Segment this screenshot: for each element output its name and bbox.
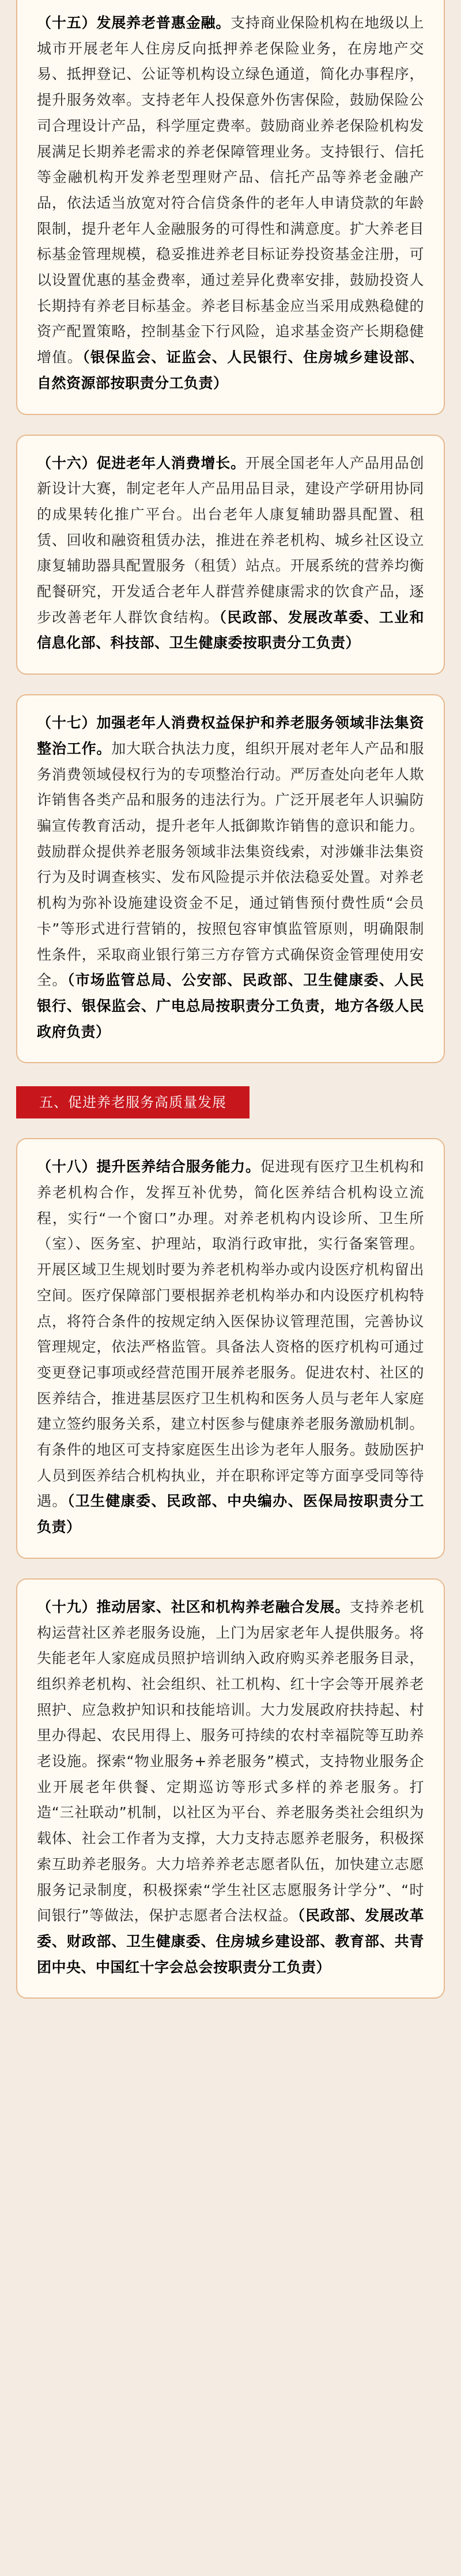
policy-number-16: （十六） [37,454,97,471]
policy-paragraph-18 [37,1154,424,1540]
policy-number-18: （十八） [37,1158,97,1175]
policy-heading-17: 加强老年人消费权益保护和养老服务领域非法集资整治工作。 [37,714,424,757]
policy-card-17 [16,694,445,1063]
policy-number-15: （十五） [37,14,97,31]
policy-heading-19: 推动居家、社区和机构养老融合发展。 [96,1598,350,1615]
policy-paragraph-19 [37,1595,424,1981]
policy-heading-16: 促进老年人消费增长。 [96,454,246,471]
policy-body-16: 开展全国老年人产品用品创新设计大赛，制定老年人产品用品目录，建设产学研用协同的成果转化推广平台。出台老年人康复辅助器具配置、租赁、回收和融资租赁办法，推进在养老机构、城乡社区设立康复辅助器具配置服务（租赁）站点。开展系统的营养均衡配餐研究，开发适合老年人群营养健康需求的饮食产品，逐步改善老年人群饮食结构。 [37,454,424,626]
policy-paragraph-16 [37,451,424,657]
policy-paragraph-15 [37,10,424,397]
policy-card-19 [16,1578,445,1999]
section-title: 五、促进养老服务高质量发展 [16,1086,250,1118]
policy-body-17: 加大联合执法力度，组织开展对老年人产品和服务消费领域侵权行为的专项整治行动。严厉查处向老年人欺诈销售各类产品和服务的违法行为。广泛开展老年人识骗防骗宣传教育活动，提升老年人抵御欺诈销售的意识和能力。鼓励群众提供养老服务领域非法集资线索，对涉嫌非法集资行为及时调查核实、发布风险提示并依法稳妥处置。对养老机构为弥补设施建设资金不足，通过销售预付费性质“会员卡”等形式进行营销的，按照包容审慎监管原则，明确限制性条件，采取商业银行第三方存管方式确保资金管理使用安全。 [37,740,424,989]
policy-responsible-19: （民政部、发展改革委、财政部、卫生健康委、住房城乡建设部、教育部、共青团中央、中国红十字会总会按职责分工负责） [37,1907,424,1976]
policy-responsible-18: （卫生健康委、民政部、中央编办、医保局按职责分工负责） [37,1493,424,1536]
policy-card-18 [16,1138,445,1559]
policy-number-17: （十七） [37,714,97,732]
policy-responsible-16: （民政部、发展改革委、工业和信息化部、科技部、卫生健康委按职责分工负责） [37,608,424,652]
policy-card-16 [16,435,445,675]
policy-responsible-15: （银保监会、证监会、人民银行、住房城乡建设部、自然资源部按职责分工负责） [37,349,424,391]
policy-body-15: 支持商业保险机构在地级以上城市开展老年人住房反向抵押养老保险业务，在房地产交易、抵押登记、公证等机构设立绿色通道，简化办事程序，提升服务效率。支持老年人投保意外伤害保险，鼓励保险公司合理设计产品，科学厘定费率。鼓励商业养老保险机构发展满足长期养老需求的养老保障管理业务。支持银行、信托等金融机构开发养老型理财产品、信托产品等养老金融产品，依法适当放宽对符合信贷条件的老年人申请贷款的年龄限制，提升老年人金融服务的可得性和满意度。扩大养老目标基金管理规模，稳妥推进养老目标证券投资基金注册，可以设置优惠的基金费率，通过差异化费率安排，鼓励投资人长期持有养老目标基金。养老目标基金应当采用成熟稳健的资产配置策略，控制基金下行风险，追求基金资产长期稳健增值。 [37,14,424,366]
policy-heading-15: 发展养老普惠金融。 [96,14,231,31]
policy-responsible-17: （市场监管总局、公安部、民政部、卫生健康委、人民银行、银保监会、广电总局按职责分工负责，地方各级人民政府负责） [37,972,424,1040]
policy-heading-18: 提升医养结合服务能力。 [96,1158,260,1175]
policy-body-18: 促进现有医疗卫生机构和养老机构合作，发挥互补优势，简化医养结合机构设立流程，实行“一个窗口”办理。对养老机构内设诊所、卫生所（室）、医务室、护理站，取消行政审批，实行备案管理。开展区域卫生规划时要为养老机构举办或内设医疗机构留出空间。医疗保障部门要根据养老机构举办和内设医疗机构特点，将符合条件的按规定纳入医保协议管理范围，完善协议管理规定，依法严格监管。具备法人资格的医疗机构可通过变更登记事项或经营范围开展养老服务。促进农村、社区的医养结合，推进基层医疗卫生机构和医务人员与老年人家庭建立签约服务关系，建立村医参与健康养老服务激励机制。有条件的地区可支持家庭医生出诊为老年人服务。鼓励医护人员到医养结合机构执业，并在职称评定等方面享受同等待遇。 [37,1158,424,1510]
policy-card-15 [16,0,445,415]
policy-number-19: （十九） [37,1598,97,1615]
policy-paragraph-17 [37,710,424,1045]
policy-body-19: 支持养老机构运营社区养老服务设施，上门为居家老年人提供服务。将失能老年人家庭成员照护培训纳入政府购买养老服务目录，组织养老机构、社会组织、社工机构、红十字会等开展养老照护、应急救护知识和技能培训。大力发展政府扶持起、村里办得起、农民用得上、服务可持续的农村幸福院等互助养老设施。探索“物业服务+养老服务”模式，支持物业服务企业开展老年供餐、定期巡访等形式多样的养老服务。打造“三社联动”机制，以社区为平台、养老服务类社会组织为载体、社会工作者为支撑，大力支持志愿养老服务，积极探索互助养老服务。大力培养养老志愿者队伍，加快建立志愿服务记录制度，积极探索“学生社区志愿服务计学分”、“时间银行”等做法，保护志愿者合法权益。 [37,1598,424,1924]
